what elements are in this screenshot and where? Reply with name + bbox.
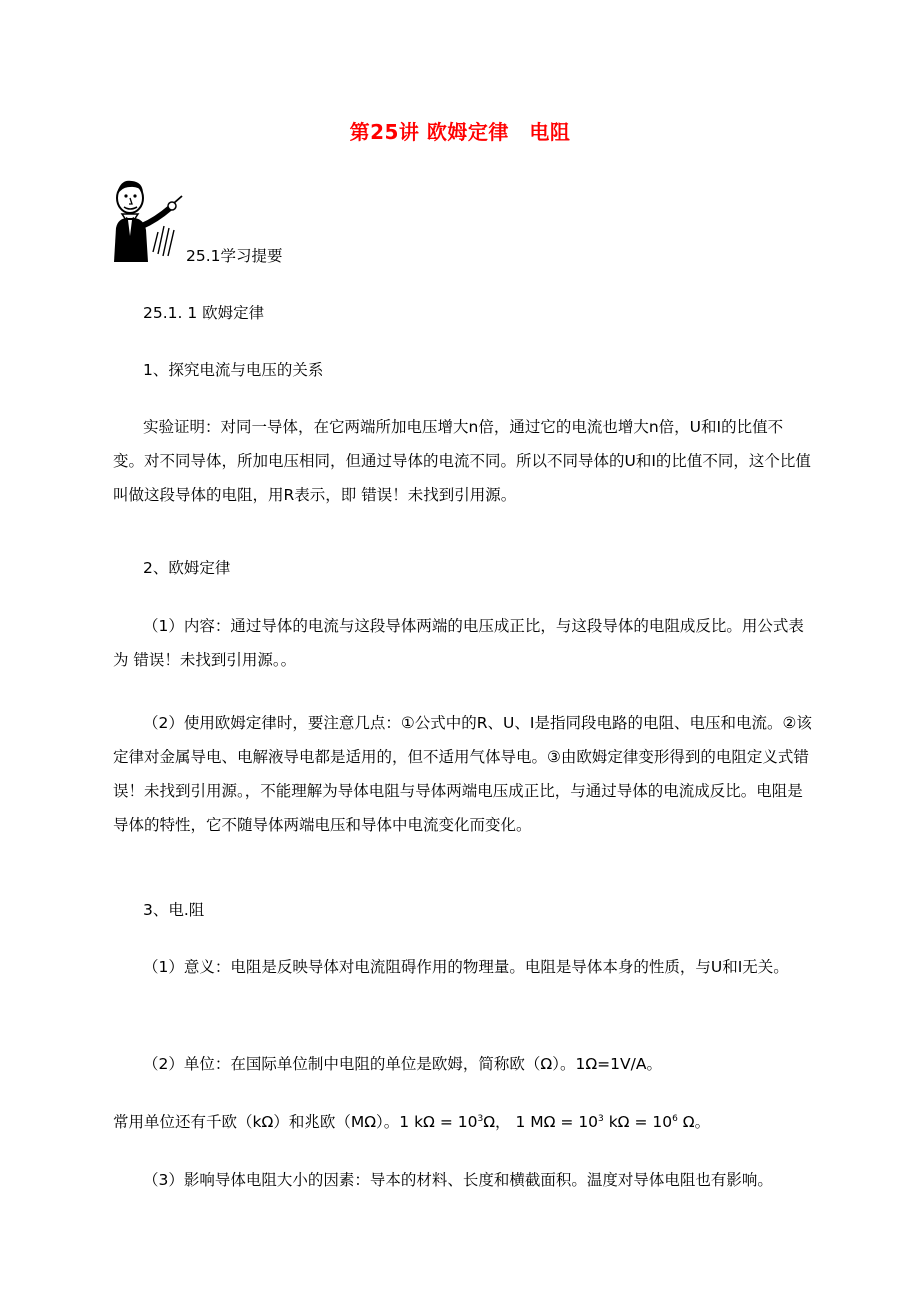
item1-body: 实验证明：对同一导体，在它两端所加电压增大n倍，通过它的电流也增大n倍，U和I的比值不变。对不同导体，所加电压相同，但通过导体的电流不同。所以不同导体的U和I的比值不同，这个比值叫做这段导体的电阻，用R表示，即 错误！未找到引用源。 [113, 418, 811, 504]
exponent-2: 3 [598, 1113, 604, 1124]
units-mid: Ω， 1 MΩ = 10 [483, 1113, 599, 1131]
item3-common-units-paragraph [113, 1105, 813, 1139]
teacher-pointing-icon [108, 176, 188, 262]
item1-heading: 1、探究电流与电压的关系 [143, 361, 324, 379]
units-suffix: Ω。 [677, 1113, 711, 1131]
section-heading: 25.1学习提要 [186, 247, 283, 265]
item2-notes-paragraph: （2）使用欧姆定律时，要注意几点：①公式中的R、U、I是指同段电路的电阻、电压和电流。②该定律对金属导电、电解液导电都是适用的，但不适用气体导电。③由欧姆定律变形得到的电阻定义式错误！未找到引用源。，不能理解为导体电阻与导体两端电压成正比，与通过导体的电流成反比。电阻是导体的特性，它不随导体两端电压和导体中电流变化而变化。 [113, 714, 812, 834]
item3-factors-paragraph: （3）影响导体电阻大小的因素：导本的材料、长度和横截面积。温度对导体电阻也有影响。 [143, 1171, 773, 1189]
item2-heading: 2、欧姆定律 [143, 559, 231, 577]
exponent-3: 6 [672, 1113, 678, 1124]
item2-content-paragraph: （1）内容：通过导体的电流与这段导体两端的电压成正比，与这段导体的电阻成反比。用公式表为 错误！未找到引用源。。 [113, 617, 804, 669]
page-title: 第25讲 欧姆定律 电阻 [349, 120, 571, 144]
item3-meaning-paragraph: （1）意义：电阻是反映导体对电流阻碍作用的物理量。电阻是导体本身的性质，与U和I无关。 [143, 958, 789, 976]
exponent-1: 3 [477, 1113, 484, 1124]
subsection-heading: 25.1. 1 欧姆定律 [143, 304, 265, 322]
units-prefix: 常用单位还有千欧（kΩ）和兆欧（MΩ）。1 kΩ = 10 [113, 1113, 478, 1131]
item3-unit-paragraph: （2）单位：在国际单位制中电阻的单位是欧姆，简称欧（Ω）。1Ω=1V/A。 [143, 1055, 662, 1073]
item3-heading: 3、电.阻 [143, 901, 205, 919]
units-mid2: kΩ = 10 [603, 1113, 673, 1131]
